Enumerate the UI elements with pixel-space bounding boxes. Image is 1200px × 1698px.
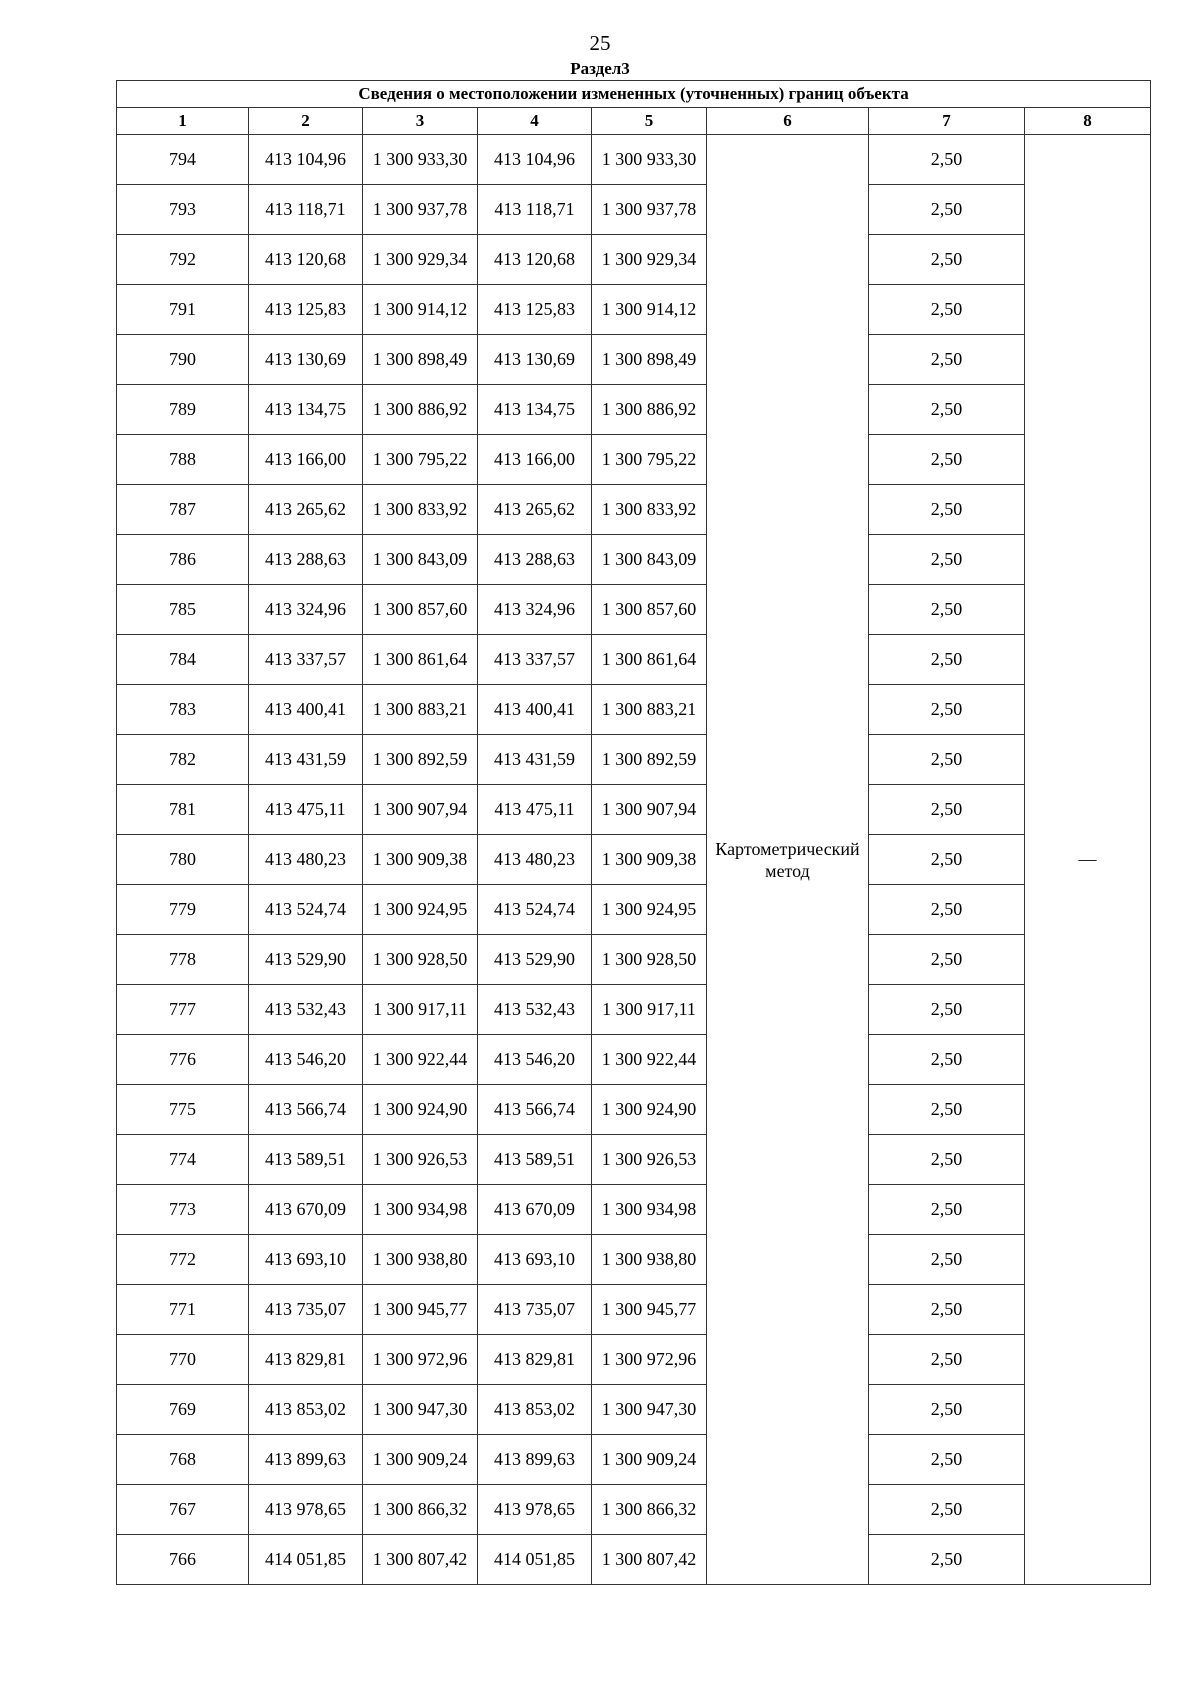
column-number-row xyxy=(117,108,1151,135)
existing-y-cell: 1 300 934,98 xyxy=(363,1185,478,1235)
column-number: 3 xyxy=(363,108,478,135)
existing-y-cell: 1 300 843,09 xyxy=(363,535,478,585)
refined-x-cell: 413 480,23 xyxy=(478,835,592,885)
existing-x-cell: 413 566,74 xyxy=(249,1085,363,1135)
column-number: 8 xyxy=(1025,108,1151,135)
existing-x-cell: 413 853,02 xyxy=(249,1385,363,1435)
existing-x-cell: 413 400,41 xyxy=(249,685,363,735)
table-row xyxy=(117,635,1151,685)
existing-y-cell: 1 300 883,21 xyxy=(363,685,478,735)
table-row xyxy=(117,1185,1151,1235)
column8-cell: — xyxy=(1025,135,1151,1585)
point-number-cell: 772 xyxy=(117,1235,249,1285)
existing-x-cell: 413 532,43 xyxy=(249,985,363,1035)
accuracy-cell: 2,50 xyxy=(869,1035,1025,1085)
existing-x-cell: 413 693,10 xyxy=(249,1235,363,1285)
existing-x-cell: 413 829,81 xyxy=(249,1335,363,1385)
existing-y-cell: 1 300 833,92 xyxy=(363,485,478,535)
accuracy-cell: 2,50 xyxy=(869,935,1025,985)
accuracy-cell: 2,50 xyxy=(869,1485,1025,1535)
existing-x-cell: 413 529,90 xyxy=(249,935,363,985)
point-number-cell: 793 xyxy=(117,185,249,235)
table-row xyxy=(117,1035,1151,1085)
existing-y-cell: 1 300 795,22 xyxy=(363,435,478,485)
existing-y-cell: 1 300 929,34 xyxy=(363,235,478,285)
accuracy-cell: 2,50 xyxy=(869,1535,1025,1585)
existing-x-cell: 413 670,09 xyxy=(249,1185,363,1235)
refined-y-cell: 1 300 926,53 xyxy=(592,1135,707,1185)
existing-x-cell: 413 134,75 xyxy=(249,385,363,435)
accuracy-cell: 2,50 xyxy=(869,1135,1025,1185)
existing-y-cell: 1 300 909,24 xyxy=(363,1435,478,1485)
table-row xyxy=(117,435,1151,485)
accuracy-cell: 2,50 xyxy=(869,1435,1025,1485)
existing-x-cell: 413 589,51 xyxy=(249,1135,363,1185)
point-number-cell: 770 xyxy=(117,1335,249,1385)
point-number-cell: 788 xyxy=(117,435,249,485)
point-number-cell: 777 xyxy=(117,985,249,1035)
refined-x-cell: 413 529,90 xyxy=(478,935,592,985)
column-number: 4 xyxy=(478,108,592,135)
column-number: 6 xyxy=(707,108,869,135)
refined-x-cell: 413 853,02 xyxy=(478,1385,592,1435)
accuracy-cell: 2,50 xyxy=(869,485,1025,535)
refined-y-cell: 1 300 945,77 xyxy=(592,1285,707,1335)
accuracy-cell: 2,50 xyxy=(869,885,1025,935)
refined-y-cell: 1 300 857,60 xyxy=(592,585,707,635)
existing-x-cell: 413 431,59 xyxy=(249,735,363,785)
table-row xyxy=(117,485,1151,535)
refined-x-cell: 414 051,85 xyxy=(478,1535,592,1585)
existing-y-cell: 1 300 922,44 xyxy=(363,1035,478,1085)
refined-x-cell: 413 589,51 xyxy=(478,1135,592,1185)
refined-x-cell: 413 125,83 xyxy=(478,285,592,335)
accuracy-cell: 2,50 xyxy=(869,535,1025,585)
existing-x-cell: 413 166,00 xyxy=(249,435,363,485)
existing-x-cell: 413 978,65 xyxy=(249,1485,363,1535)
accuracy-cell: 2,50 xyxy=(869,635,1025,685)
page-number: 25 xyxy=(589,31,611,55)
table-row xyxy=(117,735,1151,785)
accuracy-cell: 2,50 xyxy=(869,285,1025,335)
existing-x-cell: 413 337,57 xyxy=(249,635,363,685)
method-cell: Картометрический метод xyxy=(707,135,869,1585)
accuracy-cell: 2,50 xyxy=(869,135,1025,185)
point-number-cell: 771 xyxy=(117,1285,249,1335)
table-row xyxy=(117,1485,1151,1535)
point-number-cell: 778 xyxy=(117,935,249,985)
refined-x-cell: 413 475,11 xyxy=(478,785,592,835)
existing-y-cell: 1 300 907,94 xyxy=(363,785,478,835)
existing-x-cell: 413 125,83 xyxy=(249,285,363,335)
accuracy-cell: 2,50 xyxy=(869,435,1025,485)
table-row xyxy=(117,1435,1151,1485)
point-number-cell: 766 xyxy=(117,1535,249,1585)
refined-x-cell: 413 670,09 xyxy=(478,1185,592,1235)
accuracy-cell: 2,50 xyxy=(869,1385,1025,1435)
refined-y-cell: 1 300 892,59 xyxy=(592,735,707,785)
refined-y-cell: 1 300 972,96 xyxy=(592,1335,707,1385)
table-row xyxy=(117,335,1151,385)
accuracy-cell: 2,50 xyxy=(869,385,1025,435)
table-row xyxy=(117,1235,1151,1285)
refined-y-cell: 1 300 898,49 xyxy=(592,335,707,385)
coordinates-table xyxy=(116,80,1151,1585)
section-title: Раздел3 xyxy=(570,59,630,78)
point-number-cell: 790 xyxy=(117,335,249,385)
point-number-cell: 769 xyxy=(117,1385,249,1435)
table-row xyxy=(117,935,1151,985)
refined-x-cell: 413 566,74 xyxy=(478,1085,592,1135)
point-number-cell: 794 xyxy=(117,135,249,185)
table-row xyxy=(117,785,1151,835)
refined-y-cell: 1 300 938,80 xyxy=(592,1235,707,1285)
point-number-cell: 776 xyxy=(117,1035,249,1085)
table-row xyxy=(117,1085,1151,1135)
refined-y-cell: 1 300 922,44 xyxy=(592,1035,707,1085)
table-row xyxy=(117,185,1151,235)
existing-y-cell: 1 300 914,12 xyxy=(363,285,478,335)
refined-x-cell: 413 324,96 xyxy=(478,585,592,635)
table-caption-row xyxy=(117,81,1151,108)
accuracy-cell: 2,50 xyxy=(869,335,1025,385)
table-row xyxy=(117,1285,1151,1335)
table-row xyxy=(117,235,1151,285)
existing-x-cell: 413 130,69 xyxy=(249,335,363,385)
table-row xyxy=(117,535,1151,585)
existing-y-cell: 1 300 886,92 xyxy=(363,385,478,435)
table-row xyxy=(117,985,1151,1035)
refined-y-cell: 1 300 929,34 xyxy=(592,235,707,285)
accuracy-cell: 2,50 xyxy=(869,685,1025,735)
refined-y-cell: 1 300 909,38 xyxy=(592,835,707,885)
refined-y-cell: 1 300 843,09 xyxy=(592,535,707,585)
existing-y-cell: 1 300 898,49 xyxy=(363,335,478,385)
refined-x-cell: 413 337,57 xyxy=(478,635,592,685)
table-row xyxy=(117,1335,1151,1385)
refined-y-cell: 1 300 924,95 xyxy=(592,885,707,935)
refined-y-cell: 1 300 795,22 xyxy=(592,435,707,485)
refined-x-cell: 413 166,00 xyxy=(478,435,592,485)
accuracy-cell: 2,50 xyxy=(869,235,1025,285)
accuracy-cell: 2,50 xyxy=(869,1085,1025,1135)
refined-y-cell: 1 300 937,78 xyxy=(592,185,707,235)
refined-x-cell: 413 431,59 xyxy=(478,735,592,785)
refined-y-cell: 1 300 833,92 xyxy=(592,485,707,535)
existing-x-cell: 413 265,62 xyxy=(249,485,363,535)
table-caption: Сведения о местоположении измененных (уточненных) границ объекта xyxy=(117,81,1151,108)
refined-x-cell: 413 735,07 xyxy=(478,1285,592,1335)
table-row xyxy=(117,135,1151,185)
refined-y-cell: 1 300 883,21 xyxy=(592,685,707,735)
existing-y-cell: 1 300 909,38 xyxy=(363,835,478,885)
existing-y-cell: 1 300 947,30 xyxy=(363,1385,478,1435)
existing-y-cell: 1 300 972,96 xyxy=(363,1335,478,1385)
column-number: 5 xyxy=(592,108,707,135)
refined-y-cell: 1 300 866,32 xyxy=(592,1485,707,1535)
existing-y-cell: 1 300 857,60 xyxy=(363,585,478,635)
accuracy-cell: 2,50 xyxy=(869,1185,1025,1235)
existing-y-cell: 1 300 945,77 xyxy=(363,1285,478,1335)
accuracy-cell: 2,50 xyxy=(869,585,1025,635)
point-number-cell: 789 xyxy=(117,385,249,435)
existing-y-cell: 1 300 866,32 xyxy=(363,1485,478,1535)
refined-x-cell: 413 546,20 xyxy=(478,1035,592,1085)
point-number-cell: 785 xyxy=(117,585,249,635)
refined-x-cell: 413 978,65 xyxy=(478,1485,592,1535)
refined-x-cell: 413 829,81 xyxy=(478,1335,592,1385)
accuracy-cell: 2,50 xyxy=(869,1235,1025,1285)
table-row xyxy=(117,835,1151,885)
refined-x-cell: 413 120,68 xyxy=(478,235,592,285)
existing-x-cell: 413 899,63 xyxy=(249,1435,363,1485)
refined-y-cell: 1 300 924,90 xyxy=(592,1085,707,1135)
refined-y-cell: 1 300 947,30 xyxy=(592,1385,707,1435)
point-number-cell: 768 xyxy=(117,1435,249,1485)
refined-x-cell: 413 104,96 xyxy=(478,135,592,185)
point-number-cell: 779 xyxy=(117,885,249,935)
table-row xyxy=(117,585,1151,635)
accuracy-cell: 2,50 xyxy=(869,1285,1025,1335)
refined-x-cell: 413 134,75 xyxy=(478,385,592,435)
refined-x-cell: 413 265,62 xyxy=(478,485,592,535)
existing-x-cell: 413 288,63 xyxy=(249,535,363,585)
existing-x-cell: 413 104,96 xyxy=(249,135,363,185)
refined-x-cell: 413 400,41 xyxy=(478,685,592,735)
point-number-cell: 773 xyxy=(117,1185,249,1235)
existing-x-cell: 413 735,07 xyxy=(249,1285,363,1335)
table-row xyxy=(117,285,1151,335)
existing-x-cell: 413 118,71 xyxy=(249,185,363,235)
existing-x-cell: 413 480,23 xyxy=(249,835,363,885)
point-number-cell: 774 xyxy=(117,1135,249,1185)
existing-y-cell: 1 300 861,64 xyxy=(363,635,478,685)
existing-y-cell: 1 300 928,50 xyxy=(363,935,478,985)
point-number-cell: 791 xyxy=(117,285,249,335)
point-number-cell: 781 xyxy=(117,785,249,835)
refined-y-cell: 1 300 886,92 xyxy=(592,385,707,435)
point-number-cell: 787 xyxy=(117,485,249,535)
point-number-cell: 792 xyxy=(117,235,249,285)
refined-y-cell: 1 300 909,24 xyxy=(592,1435,707,1485)
point-number-cell: 775 xyxy=(117,1085,249,1135)
refined-x-cell: 413 693,10 xyxy=(478,1235,592,1285)
refined-x-cell: 413 288,63 xyxy=(478,535,592,585)
existing-y-cell: 1 300 892,59 xyxy=(363,735,478,785)
point-number-cell: 786 xyxy=(117,535,249,585)
table-row xyxy=(117,1535,1151,1585)
accuracy-cell: 2,50 xyxy=(869,835,1025,885)
refined-x-cell: 413 524,74 xyxy=(478,885,592,935)
table-row xyxy=(117,685,1151,735)
existing-x-cell: 413 120,68 xyxy=(249,235,363,285)
existing-y-cell: 1 300 924,90 xyxy=(363,1085,478,1135)
refined-y-cell: 1 300 933,30 xyxy=(592,135,707,185)
existing-x-cell: 413 324,96 xyxy=(249,585,363,635)
accuracy-cell: 2,50 xyxy=(869,735,1025,785)
column-number: 2 xyxy=(249,108,363,135)
table-row xyxy=(117,885,1151,935)
existing-x-cell: 413 524,74 xyxy=(249,885,363,935)
point-number-cell: 767 xyxy=(117,1485,249,1535)
table-body xyxy=(117,135,1151,1585)
refined-x-cell: 413 532,43 xyxy=(478,985,592,1035)
accuracy-cell: 2,50 xyxy=(869,185,1025,235)
point-number-cell: 783 xyxy=(117,685,249,735)
point-number-cell: 780 xyxy=(117,835,249,885)
existing-x-cell: 414 051,85 xyxy=(249,1535,363,1585)
refined-y-cell: 1 300 914,12 xyxy=(592,285,707,335)
refined-y-cell: 1 300 807,42 xyxy=(592,1535,707,1585)
existing-y-cell: 1 300 926,53 xyxy=(363,1135,478,1185)
refined-y-cell: 1 300 928,50 xyxy=(592,935,707,985)
accuracy-cell: 2,50 xyxy=(869,985,1025,1035)
point-number-cell: 782 xyxy=(117,735,249,785)
refined-x-cell: 413 130,69 xyxy=(478,335,592,385)
column-number: 7 xyxy=(869,108,1025,135)
accuracy-cell: 2,50 xyxy=(869,1335,1025,1385)
refined-y-cell: 1 300 907,94 xyxy=(592,785,707,835)
existing-y-cell: 1 300 938,80 xyxy=(363,1235,478,1285)
existing-x-cell: 413 475,11 xyxy=(249,785,363,835)
existing-y-cell: 1 300 807,42 xyxy=(363,1535,478,1585)
table-row xyxy=(117,385,1151,435)
existing-y-cell: 1 300 937,78 xyxy=(363,185,478,235)
existing-y-cell: 1 300 933,30 xyxy=(363,135,478,185)
refined-y-cell: 1 300 934,98 xyxy=(592,1185,707,1235)
point-number-cell: 784 xyxy=(117,635,249,685)
existing-x-cell: 413 546,20 xyxy=(249,1035,363,1085)
refined-y-cell: 1 300 917,11 xyxy=(592,985,707,1035)
refined-x-cell: 413 899,63 xyxy=(478,1435,592,1485)
table-row xyxy=(117,1135,1151,1185)
existing-y-cell: 1 300 924,95 xyxy=(363,885,478,935)
existing-y-cell: 1 300 917,11 xyxy=(363,985,478,1035)
table-row xyxy=(117,1385,1151,1435)
refined-y-cell: 1 300 861,64 xyxy=(592,635,707,685)
refined-x-cell: 413 118,71 xyxy=(478,185,592,235)
column-number: 1 xyxy=(117,108,249,135)
accuracy-cell: 2,50 xyxy=(869,785,1025,835)
